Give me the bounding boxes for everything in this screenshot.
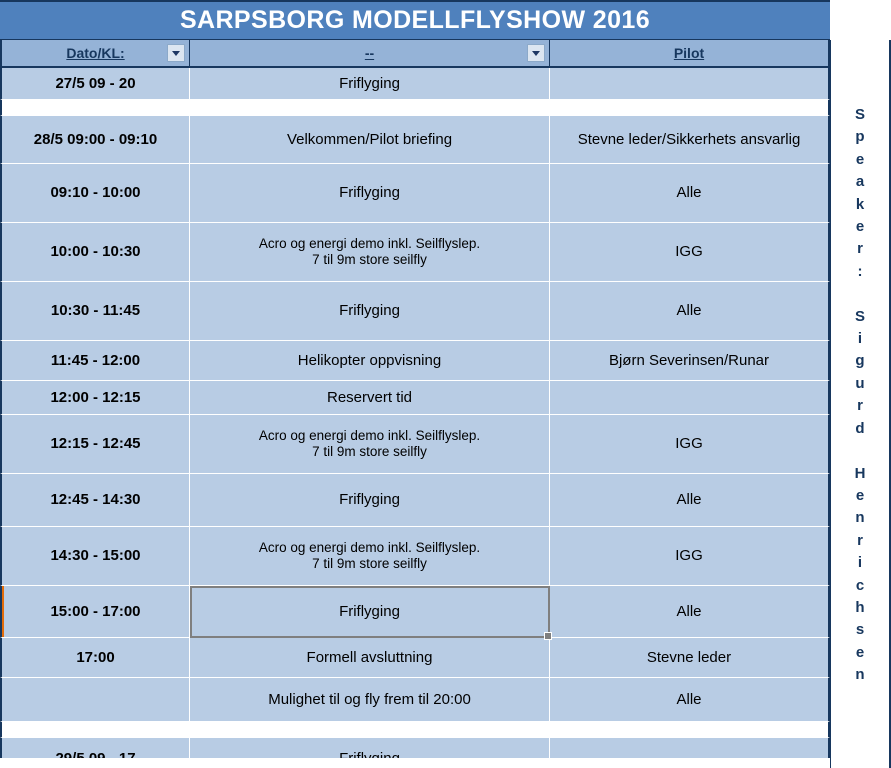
cell-activity[interactable]: Reservert tid bbox=[190, 381, 550, 415]
cell-datetime[interactable]: 27/5 09 - 20 bbox=[0, 68, 190, 100]
speaker-letter: : bbox=[857, 262, 863, 280]
cell-activity[interactable]: Acro og energi demo inkl. Seilflyslep. 7 til 9m store seilfly bbox=[190, 415, 550, 474]
cell-activity[interactable]: Friflyging bbox=[190, 68, 550, 100]
filter-dropdown-activity[interactable] bbox=[527, 44, 545, 62]
speaker-letter: i bbox=[857, 554, 863, 572]
speaker-letter: i bbox=[857, 330, 863, 348]
cell-activity[interactable]: Friflyging bbox=[190, 586, 550, 638]
chevron-down-icon bbox=[172, 51, 180, 56]
cell-datetime[interactable]: 15:00 - 17:00 bbox=[0, 586, 190, 638]
cell-pilot[interactable] bbox=[550, 381, 830, 415]
cell-pilot[interactable]: Stevne leder/Sikkerhets ansvarlig bbox=[550, 116, 830, 164]
table-row[interactable] bbox=[0, 164, 830, 223]
cell-pilot[interactable]: IGG bbox=[550, 415, 830, 474]
cell-activity[interactable]: Formell avsluttning bbox=[190, 638, 550, 678]
speaker-letter: e bbox=[855, 486, 865, 504]
table-row[interactable] bbox=[0, 116, 830, 164]
column-header-activity[interactable] bbox=[190, 40, 550, 66]
table-row[interactable] bbox=[0, 282, 830, 341]
speaker-letter: S bbox=[854, 307, 865, 325]
table-row[interactable] bbox=[0, 586, 830, 638]
cell-pilot[interactable]: Alle bbox=[550, 282, 830, 341]
cell-pilot[interactable] bbox=[550, 100, 830, 116]
speaker-letter: r bbox=[857, 397, 863, 415]
table-header-row bbox=[0, 40, 830, 68]
title-right-gap bbox=[830, 0, 891, 40]
table-row[interactable] bbox=[0, 100, 830, 116]
cell-datetime[interactable]: 10:00 - 10:30 bbox=[0, 223, 190, 282]
cell-datetime[interactable]: 09:10 - 10:00 bbox=[0, 164, 190, 223]
column-header-pilot[interactable] bbox=[550, 40, 830, 66]
column-header-activity-label: -- bbox=[364, 45, 375, 61]
speaker-letter: e bbox=[855, 150, 865, 168]
cell-datetime[interactable]: 12:15 - 12:45 bbox=[0, 415, 190, 474]
table-row[interactable] bbox=[0, 341, 830, 381]
speaker-letter bbox=[831, 283, 889, 305]
cell-pilot[interactable] bbox=[550, 68, 830, 100]
speaker-letter: r bbox=[857, 531, 863, 549]
column-header-pilot-label: Pilot bbox=[673, 45, 705, 61]
cell-activity[interactable]: Mulighet til og fly frem til 20:00 bbox=[190, 678, 550, 722]
speaker-letter: S bbox=[854, 106, 865, 123]
table-row[interactable] bbox=[0, 381, 830, 415]
table-row[interactable] bbox=[0, 415, 830, 474]
cell-pilot[interactable]: Stevne leder bbox=[550, 638, 830, 678]
speaker-letter: h bbox=[855, 598, 865, 616]
speaker-letter: d bbox=[855, 419, 865, 437]
column-header-date[interactable] bbox=[0, 40, 190, 66]
speaker-letter: e bbox=[855, 218, 865, 236]
cell-activity[interactable] bbox=[190, 722, 550, 738]
speaker-letter: k bbox=[855, 195, 865, 213]
cell-datetime[interactable]: 12:00 - 12:15 bbox=[0, 381, 190, 415]
cell-datetime[interactable]: 17:00 bbox=[0, 638, 190, 678]
cell-activity[interactable]: Friflyging bbox=[190, 164, 550, 223]
cell-activity[interactable]: Friflyging bbox=[190, 474, 550, 527]
table-row[interactable] bbox=[0, 678, 830, 722]
cell-activity[interactable]: Helikopter oppvisning bbox=[190, 341, 550, 381]
cell-activity[interactable] bbox=[190, 100, 550, 116]
chevron-down-icon bbox=[532, 51, 540, 56]
speaker-letter: e bbox=[855, 643, 865, 661]
speaker-letter bbox=[831, 440, 889, 462]
speaker-letter: s bbox=[855, 621, 865, 639]
cell-datetime[interactable]: 11:45 - 12:00 bbox=[0, 341, 190, 381]
cell-pilot[interactable] bbox=[550, 722, 830, 738]
speaker-letter: p bbox=[855, 128, 865, 146]
speaker-letter: n bbox=[855, 666, 865, 684]
speaker-letter: n bbox=[855, 509, 865, 527]
table-row[interactable] bbox=[0, 223, 830, 282]
cell-pilot[interactable]: Alle bbox=[550, 678, 830, 722]
filter-dropdown-date[interactable] bbox=[167, 44, 185, 62]
speaker-letter: c bbox=[855, 576, 865, 594]
cell-datetime[interactable]: 14:30 - 15:00 bbox=[0, 527, 190, 586]
speaker-letter: a bbox=[855, 173, 865, 191]
cell-pilot[interactable]: Bjørn Severinsen/Runar bbox=[550, 341, 830, 381]
speaker-letter: r bbox=[857, 240, 863, 258]
table-row[interactable] bbox=[0, 638, 830, 678]
cell-activity[interactable]: Friflyging bbox=[190, 282, 550, 341]
cell-datetime[interactable] bbox=[0, 100, 190, 116]
column-header-date-label: Dato/KL: bbox=[66, 45, 125, 61]
cell-pilot[interactable]: Alle bbox=[550, 474, 830, 527]
page-title: SARPSBORG MODELLFLYSHOW 2016 bbox=[179, 6, 651, 34]
cell-pilot[interactable]: Alle bbox=[550, 586, 830, 638]
cell-activity[interactable]: Acro og energi demo inkl. Seilflyslep. 7 til 9m store seilfly bbox=[190, 527, 550, 586]
table-row[interactable] bbox=[0, 68, 830, 100]
table-row[interactable] bbox=[0, 474, 830, 527]
cell-datetime[interactable]: 12:45 - 14:30 bbox=[0, 474, 190, 527]
speaker-letter: g bbox=[855, 352, 865, 370]
table-row[interactable] bbox=[0, 527, 830, 586]
cell-datetime[interactable]: 28/5 09:00 - 09:10 bbox=[0, 116, 190, 164]
schedule-table-body bbox=[0, 68, 830, 768]
document-title-bar bbox=[0, 0, 830, 40]
table-row[interactable] bbox=[0, 722, 830, 738]
cell-pilot[interactable]: IGG bbox=[550, 223, 830, 282]
cell-pilot[interactable]: IGG bbox=[550, 527, 830, 586]
speaker-letter: u bbox=[855, 374, 865, 392]
cell-datetime[interactable]: 10:30 - 11:45 bbox=[0, 282, 190, 341]
cell-activity[interactable]: Acro og energi demo inkl. Seilflyslep. 7 til 9m store seilfly bbox=[190, 223, 550, 282]
cell-pilot[interactable]: Alle bbox=[550, 164, 830, 223]
cell-activity[interactable]: Velkommen/Pilot briefing bbox=[190, 116, 550, 164]
speaker-vertical-label bbox=[830, 40, 891, 768]
cell-datetime[interactable] bbox=[0, 722, 190, 738]
speaker-letter: H bbox=[854, 464, 866, 482]
table-bottom-strip bbox=[0, 758, 830, 768]
cell-datetime[interactable] bbox=[0, 678, 190, 722]
